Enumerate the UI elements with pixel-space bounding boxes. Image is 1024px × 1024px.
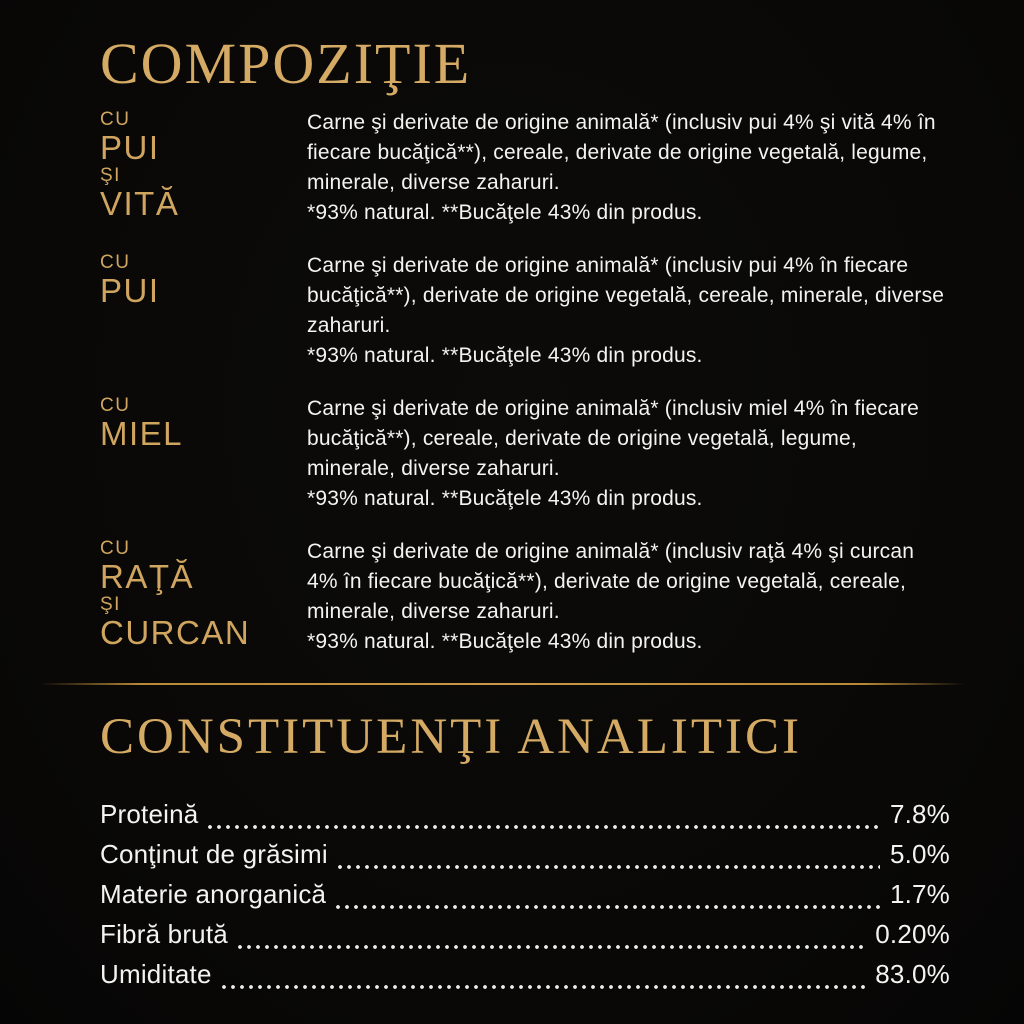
footnote-text: *93% natural. **Bucăţele 43% din produs. — [307, 201, 703, 224]
variant-label-miel — [100, 394, 307, 451]
variant-word: VITĂ — [100, 185, 180, 222]
table-row-proteina — [100, 799, 950, 839]
variant-word: CU — [100, 109, 131, 130]
row-label: Conţinut de grăsimi — [100, 839, 328, 869]
dot-leader — [207, 824, 879, 830]
ingredients-text: Carne şi derivate de origine animală* (inclusiv miel 4% în fiecare bucăţică**), cereale, derivate de origine vegetală, legume, minerale, diverse zaharuri. — [307, 397, 919, 480]
footnote-text: *93% natural. **Bucăţele 43% din produs. — [307, 487, 703, 510]
variant-label-rata-si-curcan — [100, 537, 307, 650]
variant-word: ŞI — [100, 165, 121, 186]
gold-divider — [40, 683, 965, 685]
analytical-title: CONSTITUENŢI ANALITICI — [100, 709, 802, 765]
ingredients-text: Carne şi derivate de origine animală* (inclusiv pui 4% în fiecare bucăţică**), derivate de origine vegetală, cereale, minerale, diverse zaharuri. — [307, 254, 945, 337]
composition-sections — [100, 108, 950, 657]
row-value: 7.8% — [889, 799, 950, 829]
footnote-text: *93% natural. **Bucăţele 43% din produs. — [307, 630, 703, 653]
row-label: Proteină — [100, 799, 199, 829]
variant-word: CU — [100, 252, 131, 273]
row-value: 1.7% — [889, 879, 950, 909]
analytical-constituents-table — [100, 799, 950, 999]
variant-description — [307, 394, 950, 514]
variant-word: RAŢĂ — [100, 558, 195, 595]
variant-description — [307, 251, 950, 371]
table-row-umiditate — [100, 959, 950, 999]
dot-leader — [237, 944, 865, 950]
row-value: 83.0% — [875, 959, 950, 989]
table-row-materie-anorganica — [100, 879, 950, 919]
row-label: Umiditate — [100, 959, 212, 989]
composition-title: COMPOZIŢIE — [100, 31, 472, 96]
ingredients-text: Carne şi derivate de origine animală* (inclusiv pui 4% şi vită 4% în fiecare bucăţică**), cereale, derivate de origine vegetală, legume, minerale, diverse zaharuri. — [307, 111, 936, 194]
ingredients-text: Carne şi derivate de origine animală* (inclusiv raţă 4% şi curcan 4% în fiecare bucăţică**), derivate de origine vegetală, cereale, minerale, diverse zaharuri. — [307, 540, 915, 623]
variant-word: MIEL — [100, 415, 184, 452]
variant-label-pui-si-vita — [100, 108, 307, 221]
table-row-fibra-bruta — [100, 919, 950, 959]
variant-word: CU — [100, 395, 131, 416]
footnote-text: *93% natural. **Bucăţele 43% din produs. — [307, 344, 703, 367]
variant-label-pui — [100, 251, 307, 308]
variant-description — [307, 108, 950, 228]
variant-word: CURCAN — [100, 614, 251, 651]
dot-leader — [335, 904, 880, 910]
row-label: Materie anorganică — [100, 879, 327, 909]
row-value: 0.20% — [875, 919, 950, 949]
row-value: 5.0% — [889, 839, 950, 869]
row-label: Fibră brută — [100, 919, 228, 949]
variant-description — [307, 537, 950, 657]
section-pui-si-vita — [100, 108, 950, 228]
table-row-continut-grasimi — [100, 839, 950, 879]
variant-word: ŞI — [100, 594, 121, 615]
dot-leader — [337, 864, 880, 870]
variant-word: PUI — [100, 272, 160, 309]
dot-leader — [221, 984, 866, 990]
section-miel — [100, 394, 950, 514]
section-pui — [100, 251, 950, 371]
variant-word: PUI — [100, 129, 160, 166]
section-rata-si-curcan — [100, 537, 950, 657]
variant-word: CU — [100, 538, 131, 559]
